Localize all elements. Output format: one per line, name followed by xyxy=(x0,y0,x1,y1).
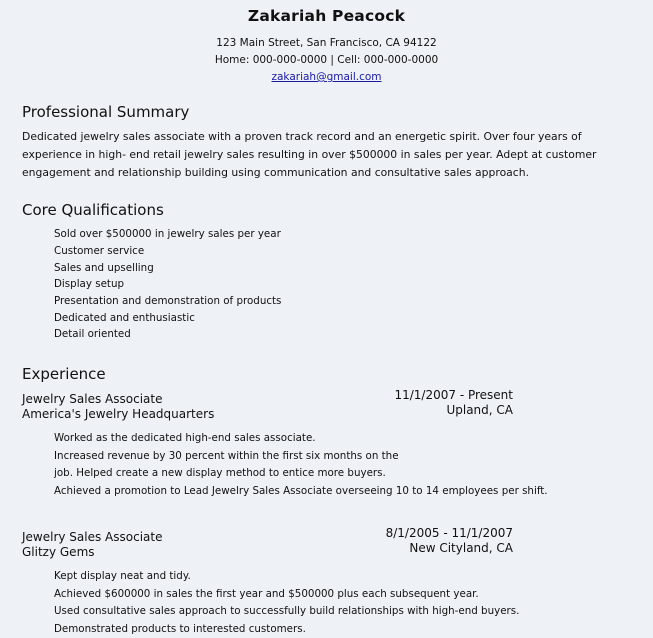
list-item: Customer service xyxy=(54,245,145,258)
resume-header xyxy=(22,7,631,83)
email-link[interactable]: zakariah@gmail.com xyxy=(271,71,382,83)
list-item: Achieved $600000 in sales the first year and $500000 plus each subsequent year. xyxy=(54,587,479,600)
job-role: Jewelry Sales Associate xyxy=(22,392,163,407)
experience-entry xyxy=(22,388,631,500)
list-item: Sales and upselling xyxy=(54,261,154,274)
list-item: Display setup xyxy=(54,278,125,291)
qualifications-list xyxy=(22,226,631,343)
candidate-name: Zakariah Peacock xyxy=(247,7,406,25)
list-item: Used consultative sales approach to successfully build relationships with high-end buyers. xyxy=(54,605,520,618)
job-bullets xyxy=(22,568,631,638)
list-item: Kept display neat and tidy. xyxy=(54,569,191,582)
summary-section-title: Professional Summary xyxy=(22,103,190,121)
job-location: New Cityland, CA xyxy=(409,540,513,555)
job-role: Jewelry Sales Associate xyxy=(22,529,163,544)
job-location: Upland, CA xyxy=(446,403,513,418)
qualifications-section-title: Core Qualifications xyxy=(22,201,164,220)
list-item: Dedicated and enthusiastic xyxy=(54,311,195,324)
list-item: Detail oriented xyxy=(54,328,131,341)
candidate-phones: Home: 000-000-0000 | Cell: 000-000-0000 xyxy=(214,54,439,66)
experience-section-title: Experience xyxy=(22,365,106,384)
job-company: Glitzy Gems xyxy=(22,544,95,559)
list-item: Demonstrated products to interested customers. xyxy=(54,622,306,635)
experience-company-row xyxy=(22,540,631,559)
experience-title-row xyxy=(22,388,631,407)
experience-company-row xyxy=(22,403,631,422)
list-item: Increased revenue by 30 percent within the first six months on the xyxy=(54,449,399,462)
job-dates: 11/1/2007 - Present xyxy=(394,388,513,403)
list-item: Achieved a promotion to Lead Jewelry Sales Associate overseeing 10 to 14 employees per shift. xyxy=(54,485,548,498)
list-item: Worked as the dedicated high-end sales associate. xyxy=(54,432,316,445)
list-item: job. Helped create a new display method to entice more buyers. xyxy=(54,467,386,480)
list-item: Sold over $500000 in jewelry sales per year xyxy=(54,228,281,241)
experience-entry xyxy=(22,526,631,638)
candidate-address: 123 Main Street, San Francisco, CA 94122 xyxy=(216,37,437,49)
job-company: America's Jewelry Headquarters xyxy=(22,407,215,422)
summary-text: Dedicated jewelry sales associate with a proven track record and an energetic spirit. Over four years of experience in high- end retail jewelry sales resulting in over $500000 in sales per year. Adept at customer engagement and relationship building using communication and consultative sales approach. xyxy=(22,130,597,179)
candidate-email-line xyxy=(22,71,631,83)
job-dates: 8/1/2005 - 11/1/2007 xyxy=(385,525,513,540)
experience-title-row xyxy=(22,525,631,544)
job-bullets xyxy=(22,430,631,500)
list-item: Presentation and demonstration of products xyxy=(54,295,282,308)
